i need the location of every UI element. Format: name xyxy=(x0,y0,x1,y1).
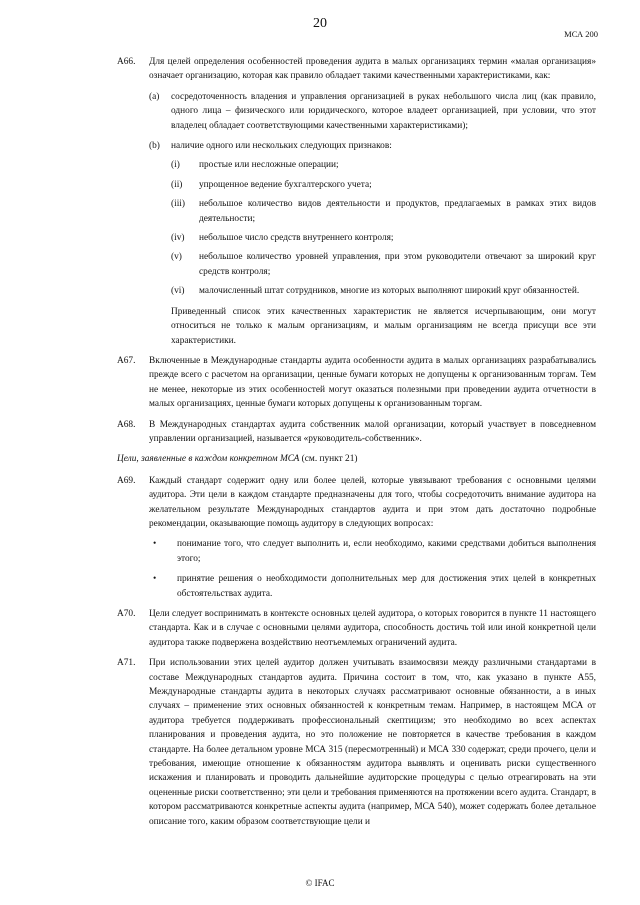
list-item-b xyxy=(149,139,596,348)
paragraph-text: Цели следует воспринимать в контексте основных целей аудитора, о которых говорится в пункте 11 настоящего стандарта. Как и в случае с основными целями аудитора, способность достичь той или иной конкретной цели аудитора также подвержена воздействию неотъемлемых ограничений аудита. xyxy=(149,609,596,648)
bullet-icon: • xyxy=(153,539,157,550)
page-number: 20 xyxy=(313,16,327,31)
sub-item-text: небольшое число средств внутреннего контроля; xyxy=(199,233,394,244)
paragraph-a68 xyxy=(117,418,596,447)
paragraph-a66 xyxy=(117,55,596,348)
paragraph-a71 xyxy=(117,656,596,829)
sub-item-iv xyxy=(171,231,596,245)
paragraph-number: A66. xyxy=(117,57,136,67)
sub-item-label: (iv) xyxy=(171,233,185,244)
copyright-footer: © IFAC xyxy=(305,878,335,888)
sub-item-text: упрощенное ведение бухгалтерского учета; xyxy=(199,179,372,190)
sub-item-label: (v) xyxy=(171,252,182,263)
paragraph-text: В Международных стандартах аудита собственник малой организации, который участвует в повседневном управлении организацией, называется «руководитель-собственник». xyxy=(149,419,596,444)
sub-item-ii xyxy=(171,178,596,192)
paragraph-text: При использовании этих целей аудитор должен учитывать взаимосвязи между различными стандартами в составе Международных стандартов аудита. Причина состоит в том, что, как указано в пункте A55, Международные стандарты аудита в некоторых случаях рассматривают основные обязанности, а в иных случаях – применение этих основных обязанностей к конкретным темам. Например, в настоящем МСА от аудитора требуется поддерживать профессиональный скептицизм; это необходимо во всех аспектах планирования и проведения аудита, но это положение не повторяется в качестве требования в каждом стандарте. На более детальном уровне МСА 315 (пересмотренный) и МСА 330 содержат, среди прочего, цели и требования, имеющие отношение к обязанностям аудитора выявлять и оценивать риски существенного искажения и планировать и проводить дальнейшие аудиторские процедуры с целью отреагировать на эти оцененные риски соответственно; эти цели и требования применяются на протяжении всего аудита. Стандарт, в котором рассматриваются конкретные аспекты аудита (например, МСА 540), может содержать более детальное описание того, каким образом соответствующие цели и xyxy=(149,658,596,827)
list-item-text: сосредоточенность владения и управления организацией в руках небольшого числа лиц (как правило, одного лица – физического или юридического, которое владеет организацией, при условии, что этот владелец обладает соответствующими качественными характеристиками); xyxy=(171,91,596,131)
paragraph-number: A67. xyxy=(117,355,136,366)
paragraph-text: Каждый стандарт содержит одну или более целей, которые увязывают требования с основными целями аудитора. Эти цели в каждом стандарте предназначены для того, чтобы сосредоточить внимание аудитора на желательном результате Международных стандартов аудита и при этом дать достаточно подробные рекомендации, оказывающие помощь аудитору в следующих вопросах: xyxy=(149,475,596,529)
paragraph-a69 xyxy=(117,474,596,601)
paragraph-number: A70. xyxy=(117,609,136,619)
section-heading-title: Цели, заявленные в каждом конкретном МСА xyxy=(117,454,300,465)
paragraph-text: Включенные в Международные стандарты аудита особенности аудита в малых организациях разрабатывались прежде всего с расчетом на организации, ценные бумаги которых не допущены к организованным торгам. Тем не менее, некоторые из этих особенностей могут оказаться полезными при проведении аудита отчетности в малых организациях, ценные бумаги которых допущены к организованным торгам. xyxy=(149,355,596,410)
sub-item-text: небольшое количество уровней управления, при этом руководители отвечают за широкий круг средств контроля; xyxy=(199,252,596,277)
sub-item-i xyxy=(171,158,596,172)
section-heading-reference: (см. пункт 21) xyxy=(299,454,358,465)
list-item-label: (b) xyxy=(149,141,160,152)
paragraph-a67 xyxy=(117,354,596,412)
paragraph-number: A71. xyxy=(117,658,136,669)
sub-item-v xyxy=(171,250,596,279)
bullet-icon: • xyxy=(153,574,157,585)
sub-item-text: простые или несложные операции; xyxy=(199,160,339,171)
page-body xyxy=(117,55,596,835)
bullet-item xyxy=(149,537,596,566)
sub-item-label: (i) xyxy=(171,160,180,171)
sub-item-iii xyxy=(171,197,596,226)
paragraph-a70 xyxy=(117,607,596,650)
sub-item-text: малочисленный штат сотрудников, многие из которых выполняют широкий круг обязанностей. xyxy=(199,286,580,297)
sub-item-label: (vi) xyxy=(171,286,185,297)
paragraph-number: A69. xyxy=(117,475,136,486)
paragraph-number: A68. xyxy=(117,419,136,430)
list-item-a xyxy=(149,90,596,133)
characteristics-note: Приведенный список этих качественных характеристик не является исчерпывающим, они могут относиться не только к малым организациям, и малым организациям не всегда присущи все эти характеристики. xyxy=(171,306,596,346)
document-code: МСА 200 xyxy=(564,29,598,39)
bullet-text: принятие решения о необходимости дополнительных мер для достижения этих целей в конкретных обстоятельствах аудита. xyxy=(177,574,596,599)
sub-item-label: (ii) xyxy=(171,179,183,190)
section-heading xyxy=(117,452,596,466)
list-item-label: (a) xyxy=(149,91,160,102)
sub-item-vi xyxy=(171,284,596,298)
paragraph-text: Для целей определения особенностей проведения аудита в малых организациях термин «малая организация» означает организацию, которая как правило обладает такими качественными характеристиками, как: xyxy=(149,57,596,82)
sub-item-text: небольшое количество видов деятельности и продуктов, предлагаемых в рамках этих видов деятельности; xyxy=(199,199,596,224)
bullet-text: понимание того, что следует выполнить и, если необходимо, какими средствами добиться выполнения этого; xyxy=(177,539,596,564)
sub-item-label: (iii) xyxy=(171,199,186,210)
list-item-text: наличие одного или нескольких следующих признаков: xyxy=(171,141,392,152)
bullet-item xyxy=(149,572,596,601)
